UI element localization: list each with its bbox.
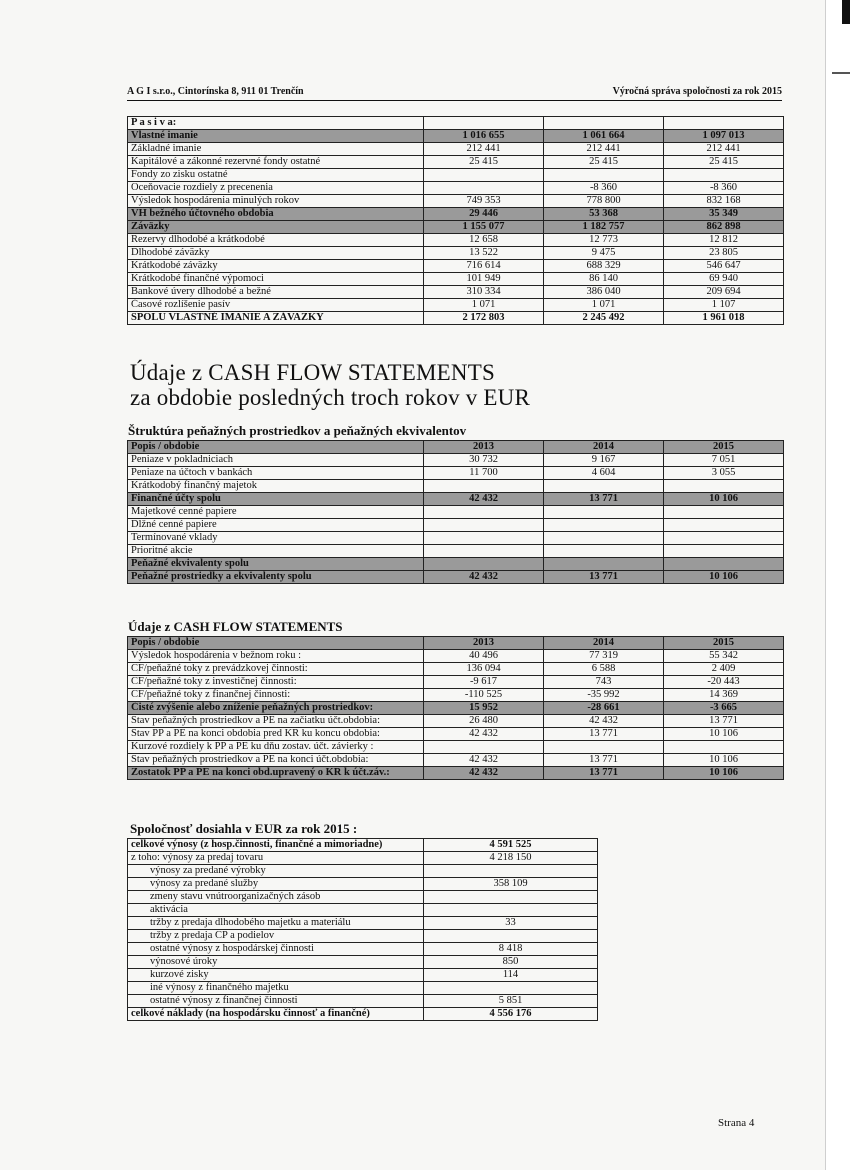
row-value <box>424 182 544 195</box>
income-value: 4 218 150 <box>424 852 598 865</box>
row-label: Stav peňažných prostriedkov a PE na začiatku účt.obdobia: <box>128 715 424 728</box>
income-row <box>128 852 598 865</box>
table-row <box>128 767 784 780</box>
income-label: celkové náklady (na hospodársku činnosť a finančné) <box>128 1008 424 1021</box>
income-row <box>128 1008 598 1021</box>
row-value: 11 700 <box>424 467 544 480</box>
row-value: 10 106 <box>664 767 784 780</box>
row-value <box>424 480 544 493</box>
table-row <box>128 676 784 689</box>
pasiva-title: P a s i v a: <box>128 117 424 130</box>
income-row <box>128 917 598 930</box>
row-value <box>664 480 784 493</box>
table-row <box>128 493 784 506</box>
row-label: Finančné účty spolu <box>128 493 424 506</box>
row-value: 35 349 <box>664 208 784 221</box>
cash-flow-heading <box>130 360 530 410</box>
table-row <box>128 467 784 480</box>
table-row <box>128 702 784 715</box>
row-value <box>544 506 664 519</box>
row-value: 23 805 <box>664 247 784 260</box>
row-label: CF/peňažné toky z prevádzkovej činnosti: <box>128 663 424 676</box>
row-value: 69 940 <box>664 273 784 286</box>
row-value: 9 475 <box>544 247 664 260</box>
row-value: 12 658 <box>424 234 544 247</box>
income-value <box>424 865 598 878</box>
row-value: 832 168 <box>664 195 784 208</box>
row-value: 749 353 <box>424 195 544 208</box>
row-value <box>664 506 784 519</box>
table-row <box>128 182 784 195</box>
header-label: Popis / obdobie <box>128 637 424 650</box>
row-value: 546 647 <box>664 260 784 273</box>
row-value: -28 661 <box>544 702 664 715</box>
row-value <box>664 558 784 571</box>
table-header-row <box>128 637 784 650</box>
pasiva-table <box>127 116 784 325</box>
row-value: 29 446 <box>424 208 544 221</box>
row-label: Majetkové cenné papiere <box>128 506 424 519</box>
income-label: tržby z predaja dlhodobého majetku a materiálu <box>128 917 424 930</box>
row-value: 6 588 <box>544 663 664 676</box>
income-label: aktivácia <box>128 904 424 917</box>
row-value <box>544 480 664 493</box>
row-value: 77 319 <box>544 650 664 663</box>
row-value: 101 949 <box>424 273 544 286</box>
row-value <box>664 169 784 182</box>
row-label: Peňažné prostriedky a ekvivalenty spolu <box>128 571 424 584</box>
row-value <box>544 545 664 558</box>
row-value: 42 432 <box>424 493 544 506</box>
row-value: 1 107 <box>664 299 784 312</box>
income-row <box>128 982 598 995</box>
income-value: 4 556 176 <box>424 1008 598 1021</box>
table-row <box>128 754 784 767</box>
row-value <box>424 558 544 571</box>
row-value: 862 898 <box>664 221 784 234</box>
income-value <box>424 930 598 943</box>
table-row <box>128 728 784 741</box>
income-row <box>128 969 598 982</box>
table-row <box>128 519 784 532</box>
table-row <box>128 247 784 260</box>
row-label: Bankové úvery dlhodobé a bežné <box>128 286 424 299</box>
table-row <box>128 650 784 663</box>
row-value <box>544 519 664 532</box>
row-value: 778 800 <box>544 195 664 208</box>
table-row <box>128 299 784 312</box>
row-value: 12 773 <box>544 234 664 247</box>
row-value <box>424 545 544 558</box>
header-year: 2015 <box>664 441 784 454</box>
income-row <box>128 878 598 891</box>
row-value: 13 522 <box>424 247 544 260</box>
table-row <box>128 221 784 234</box>
row-label: Stav peňažných prostriedkov a PE na konci účt.obdobia: <box>128 754 424 767</box>
row-label: Výsledok hospodárenia v bežnom roku : <box>128 650 424 663</box>
row-value: 2 409 <box>664 663 784 676</box>
row-value: 1 061 664 <box>544 130 664 143</box>
table-row <box>128 130 784 143</box>
income-value: 114 <box>424 969 598 982</box>
row-value: 26 480 <box>424 715 544 728</box>
row-label: Dlhodobé záväzky <box>128 247 424 260</box>
income-label: ostatné výnosy z hospodárskej činnosti <box>128 943 424 956</box>
row-value: 42 432 <box>544 715 664 728</box>
page-header <box>127 86 782 101</box>
page-number: Strana 4 <box>718 1117 755 1129</box>
row-value <box>544 741 664 754</box>
income-value: 5 851 <box>424 995 598 1008</box>
income-label: výnosové úroky <box>128 956 424 969</box>
row-value: 1 155 077 <box>424 221 544 234</box>
income-table <box>127 838 598 1021</box>
row-value: 15 952 <box>424 702 544 715</box>
row-value: 743 <box>544 676 664 689</box>
row-label: Vlastné imanie <box>128 130 424 143</box>
income-value: 33 <box>424 917 598 930</box>
table-row <box>128 143 784 156</box>
row-value <box>664 545 784 558</box>
row-value <box>424 169 544 182</box>
table-row <box>128 169 784 182</box>
row-value: 1 182 757 <box>544 221 664 234</box>
table-row <box>128 273 784 286</box>
income-value: 8 418 <box>424 943 598 956</box>
income-row <box>128 904 598 917</box>
row-value: 55 342 <box>664 650 784 663</box>
row-label: Výsledok hospodárenia minulých rokov <box>128 195 424 208</box>
table-row <box>128 689 784 702</box>
row-label: Krátkodobý finančný majetok <box>128 480 424 493</box>
row-label: Krátkodobé finančné výpomoci <box>128 273 424 286</box>
row-value: 310 334 <box>424 286 544 299</box>
row-value <box>664 532 784 545</box>
income-label: ostatné výnosy z finančnej činnosti <box>128 995 424 1008</box>
table-row <box>128 558 784 571</box>
row-value: 40 496 <box>424 650 544 663</box>
row-label: CF/peňažné toky z finančnej činnosti: <box>128 689 424 702</box>
row-value <box>544 532 664 545</box>
row-value: 212 441 <box>424 143 544 156</box>
table-row <box>128 454 784 467</box>
row-value: 10 106 <box>664 754 784 767</box>
row-value: -8 360 <box>664 182 784 195</box>
income-value <box>424 904 598 917</box>
income-row <box>128 995 598 1008</box>
row-label: Základné imanie <box>128 143 424 156</box>
row-value: 13 771 <box>544 754 664 767</box>
company-address: A G I s.r.o., Cintorínska 8, 911 01 Trenčín <box>127 86 304 97</box>
scan-edge <box>825 0 850 1170</box>
row-label: Peniaze v pokladniciach <box>128 454 424 467</box>
row-value: 42 432 <box>424 728 544 741</box>
income-row <box>128 956 598 969</box>
row-label: Peňažné ekvivalenty spolu <box>128 558 424 571</box>
row-value: -35 992 <box>544 689 664 702</box>
row-value: 53 368 <box>544 208 664 221</box>
row-value: 1 016 655 <box>424 130 544 143</box>
structure-title: Štruktúra peňažných prostriedkov a peňažných ekvivalentov <box>128 423 467 438</box>
income-label: výnosy za predané služby <box>128 878 424 891</box>
row-label: VH bežného účtovného obdobia <box>128 208 424 221</box>
row-value: 136 094 <box>424 663 544 676</box>
header-year: 2014 <box>544 441 664 454</box>
table-row <box>128 312 784 325</box>
row-label: Rezervy dlhodobé a krátkodobé <box>128 234 424 247</box>
cashflow-table <box>127 636 784 780</box>
row-value <box>424 532 544 545</box>
row-value: 1 071 <box>424 299 544 312</box>
row-value: 4 604 <box>544 467 664 480</box>
heading-line-1: Údaje z CASH FLOW STATEMENTS <box>130 360 495 385</box>
income-row <box>128 930 598 943</box>
income-label: iné výnosy z finančného majetku <box>128 982 424 995</box>
row-value: 2 172 803 <box>424 312 544 325</box>
table-header-row <box>128 441 784 454</box>
structure-table <box>127 440 784 584</box>
row-label: Stav PP a PE na konci obdobia pred KR ku koncu obdobia: <box>128 728 424 741</box>
row-value: 13 771 <box>544 571 664 584</box>
table-row <box>128 532 784 545</box>
row-value: 42 432 <box>424 571 544 584</box>
row-label: Záväzky <box>128 221 424 234</box>
income-row <box>128 943 598 956</box>
row-value: 10 106 <box>664 571 784 584</box>
table-row <box>128 545 784 558</box>
row-value: 10 106 <box>664 728 784 741</box>
row-value: 13 771 <box>544 493 664 506</box>
row-value: 12 812 <box>664 234 784 247</box>
row-value: 1 071 <box>544 299 664 312</box>
income-title: Spoločnosť dosiahla v EUR za rok 2015 : <box>130 821 358 836</box>
income-row <box>128 865 598 878</box>
row-value: -8 360 <box>544 182 664 195</box>
table-row <box>128 156 784 169</box>
row-value: 25 415 <box>424 156 544 169</box>
heading-line-2: za obdobie posledných troch rokov v EUR <box>130 385 530 410</box>
row-value <box>544 169 664 182</box>
income-row <box>128 839 598 852</box>
income-value <box>424 982 598 995</box>
row-label: Oceňovacie rozdiely z precenenia <box>128 182 424 195</box>
table-row <box>128 480 784 493</box>
row-value <box>664 519 784 532</box>
header-year: 2015 <box>664 637 784 650</box>
table-row <box>128 234 784 247</box>
row-value: 42 432 <box>424 767 544 780</box>
row-value <box>664 741 784 754</box>
row-value: 42 432 <box>424 754 544 767</box>
row-label: Kurzové rozdiely k PP a PE ku dňu zostav. účt. závierky : <box>128 741 424 754</box>
income-label: celkové výnosy (z hosp.činnosti, finančné a mimoriadne) <box>128 839 424 852</box>
income-value: 4 591 525 <box>424 839 598 852</box>
row-label: Čisté zvýšenie alebo zníženie peňažných prostriedkov: <box>128 702 424 715</box>
row-label: Termínované vklady <box>128 532 424 545</box>
table-row <box>128 286 784 299</box>
table-row <box>128 195 784 208</box>
table-row <box>128 208 784 221</box>
row-label: Krátkodobé záväzky <box>128 260 424 273</box>
row-value: 13 771 <box>664 715 784 728</box>
income-label: zmeny stavu vnútroorganizačných zásob <box>128 891 424 904</box>
row-value: 212 441 <box>664 143 784 156</box>
header-year: 2013 <box>424 637 544 650</box>
row-value: 86 140 <box>544 273 664 286</box>
row-value: 25 415 <box>544 156 664 169</box>
report-title: Výročná správa spoločnosti za rok 2015 <box>612 86 782 97</box>
row-value: 10 106 <box>664 493 784 506</box>
row-value: -110 525 <box>424 689 544 702</box>
row-label: Zostatok PP a PE na konci obd.upravený o KR k účt.záv.: <box>128 767 424 780</box>
header-year: 2014 <box>544 637 664 650</box>
row-label: Kapitálové a zákonné rezervné fondy ostatné <box>128 156 424 169</box>
row-value: 1 961 018 <box>664 312 784 325</box>
row-value: 3 055 <box>664 467 784 480</box>
row-value: 14 369 <box>664 689 784 702</box>
row-value: 212 441 <box>544 143 664 156</box>
row-label: Peniaze na účtoch v bankách <box>128 467 424 480</box>
income-label: kurzové zisky <box>128 969 424 982</box>
table-row <box>128 741 784 754</box>
income-value: 358 109 <box>424 878 598 891</box>
row-label: Fondy zo zisku ostatné <box>128 169 424 182</box>
row-label: SPOLU VLASTNÉ IMANIE A ZÁVAZKY <box>128 312 424 325</box>
row-value: 2 245 492 <box>544 312 664 325</box>
row-value: 13 771 <box>544 767 664 780</box>
income-label: z toho: výnosy za predaj tovaru <box>128 852 424 865</box>
table-row <box>128 260 784 273</box>
row-value: 386 040 <box>544 286 664 299</box>
row-value <box>424 519 544 532</box>
row-value: 9 167 <box>544 454 664 467</box>
row-label: Dlžné cenné papiere <box>128 519 424 532</box>
row-label: CF/peňažné toky z investičnej činnosti: <box>128 676 424 689</box>
row-value: 716 614 <box>424 260 544 273</box>
row-label: Časové rozlíšenie pasív <box>128 299 424 312</box>
row-value: 30 732 <box>424 454 544 467</box>
income-label: tržby z predaja CP a podielov <box>128 930 424 943</box>
row-value: -3 665 <box>664 702 784 715</box>
row-value: 688 329 <box>544 260 664 273</box>
row-label: Prioritné akcie <box>128 545 424 558</box>
row-value: 209 694 <box>664 286 784 299</box>
row-value <box>544 558 664 571</box>
header-year: 2013 <box>424 441 544 454</box>
header-label: Popis / obdobie <box>128 441 424 454</box>
row-value <box>424 506 544 519</box>
table-row <box>128 571 784 584</box>
income-value: 850 <box>424 956 598 969</box>
row-value: 13 771 <box>544 728 664 741</box>
income-value <box>424 891 598 904</box>
table-row <box>128 506 784 519</box>
row-value: -9 617 <box>424 676 544 689</box>
table-row <box>128 663 784 676</box>
table-row <box>128 715 784 728</box>
row-value: -20 443 <box>664 676 784 689</box>
row-value: 1 097 013 <box>664 130 784 143</box>
cashflow-title: Údaje z CASH FLOW STATEMENTS <box>128 619 343 634</box>
row-value <box>424 741 544 754</box>
row-value: 7 051 <box>664 454 784 467</box>
row-value: 25 415 <box>664 156 784 169</box>
income-row <box>128 891 598 904</box>
income-label: výnosy za predané výrobky <box>128 865 424 878</box>
